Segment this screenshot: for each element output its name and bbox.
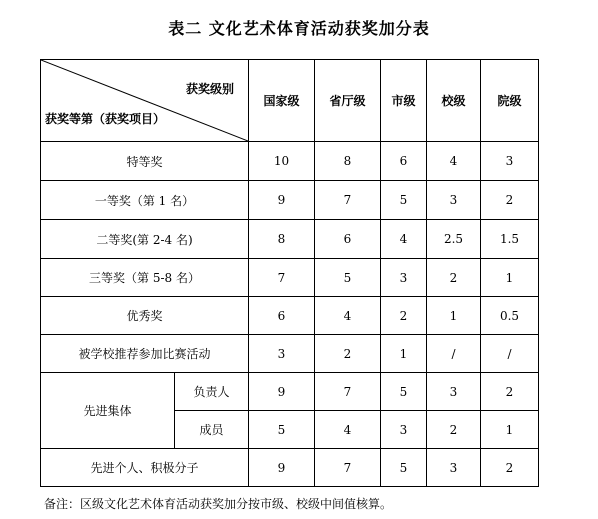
cell-value: 3 bbox=[427, 181, 481, 220]
cell-value: 2 bbox=[427, 411, 481, 449]
cell-value: 9 bbox=[249, 449, 315, 487]
cell-value: 6 bbox=[249, 297, 315, 335]
cell-value: / bbox=[427, 335, 481, 373]
cell-value: 7 bbox=[315, 449, 381, 487]
cell-value: 4 bbox=[381, 220, 427, 259]
cell-value: 1 bbox=[481, 259, 539, 297]
diagonal-line bbox=[41, 60, 248, 141]
cell-value: 2 bbox=[315, 335, 381, 373]
cell-value: 2 bbox=[381, 297, 427, 335]
cell-value: 3 bbox=[381, 259, 427, 297]
cell-value: 7 bbox=[315, 373, 381, 411]
table-row bbox=[41, 259, 539, 297]
cell-value: 9 bbox=[249, 181, 315, 220]
cell-value: 5 bbox=[381, 373, 427, 411]
level-header-national: 国家级 bbox=[249, 60, 315, 142]
table-row bbox=[41, 449, 539, 487]
header-row bbox=[41, 60, 539, 142]
cell-value: 7 bbox=[249, 259, 315, 297]
cell-value: 6 bbox=[315, 220, 381, 259]
cell-value: 5 bbox=[381, 449, 427, 487]
level-header-school: 校级 bbox=[427, 60, 481, 142]
cell-value: 2 bbox=[481, 449, 539, 487]
cell-value: 2.5 bbox=[427, 220, 481, 259]
cell-value: 1 bbox=[381, 335, 427, 373]
row-label: 一等奖（第 1 名） bbox=[41, 181, 249, 220]
award-level-label: 获奖级别 bbox=[185, 82, 234, 96]
table-row bbox=[41, 220, 539, 259]
cell-value: 5 bbox=[381, 181, 427, 220]
cell-value: 7 bbox=[315, 181, 381, 220]
row-label: 特等奖 bbox=[41, 142, 249, 181]
row-label: 二等奖(第 2-4 名) bbox=[41, 220, 249, 259]
cell-value: 5 bbox=[249, 411, 315, 449]
table-title: 表二 文化艺术体育活动获奖加分表 bbox=[168, 19, 430, 38]
cell-value: 1 bbox=[481, 411, 539, 449]
level-header-college: 院级 bbox=[481, 60, 539, 142]
row-label: 三等奖（第 5-8 名） bbox=[41, 259, 249, 297]
table-row bbox=[41, 335, 539, 373]
cell-value: 6 bbox=[381, 142, 427, 181]
cell-value: 2 bbox=[481, 181, 539, 220]
group-label: 先进集体 bbox=[41, 373, 175, 449]
cell-value: 3 bbox=[481, 142, 539, 181]
row-label: 先进个人、积极分子 bbox=[41, 449, 249, 487]
cell-value: 9 bbox=[249, 373, 315, 411]
cell-value: 2 bbox=[427, 259, 481, 297]
cell-value: 3 bbox=[427, 449, 481, 487]
award-rank-label: 获奖等第（获奖项目） bbox=[45, 112, 166, 126]
cell-value: 3 bbox=[381, 411, 427, 449]
cell-value: 4 bbox=[427, 142, 481, 181]
cell-value: 8 bbox=[315, 142, 381, 181]
award-points-table bbox=[40, 59, 539, 487]
cell-value: 0.5 bbox=[481, 297, 539, 335]
row-label: 被学校推荐参加比赛活动 bbox=[41, 335, 249, 373]
table-row bbox=[41, 181, 539, 220]
cell-value: 2 bbox=[481, 373, 539, 411]
cell-value: 4 bbox=[315, 411, 381, 449]
sub-row-label: 负责人 bbox=[175, 373, 249, 411]
table-row bbox=[41, 297, 539, 335]
diagonal-header-cell bbox=[41, 60, 249, 142]
level-header-city: 市级 bbox=[381, 60, 427, 142]
row-label: 优秀奖 bbox=[41, 297, 249, 335]
cell-value: 1 bbox=[427, 297, 481, 335]
table-row bbox=[41, 142, 539, 181]
cell-value: 5 bbox=[315, 259, 381, 297]
cell-value: 8 bbox=[249, 220, 315, 259]
cell-value: / bbox=[481, 335, 539, 373]
table-row bbox=[41, 373, 539, 411]
cell-value: 4 bbox=[315, 297, 381, 335]
cell-value: 10 bbox=[249, 142, 315, 181]
cell-value: 3 bbox=[427, 373, 481, 411]
footnote: 备注：区级文化艺术体育活动获奖加分按市级、校级中间值核算。 bbox=[44, 497, 393, 511]
cell-value: 3 bbox=[249, 335, 315, 373]
cell-value: 1.5 bbox=[481, 220, 539, 259]
level-header-provincial: 省厅级 bbox=[315, 60, 381, 142]
sub-row-label: 成员 bbox=[175, 411, 249, 449]
